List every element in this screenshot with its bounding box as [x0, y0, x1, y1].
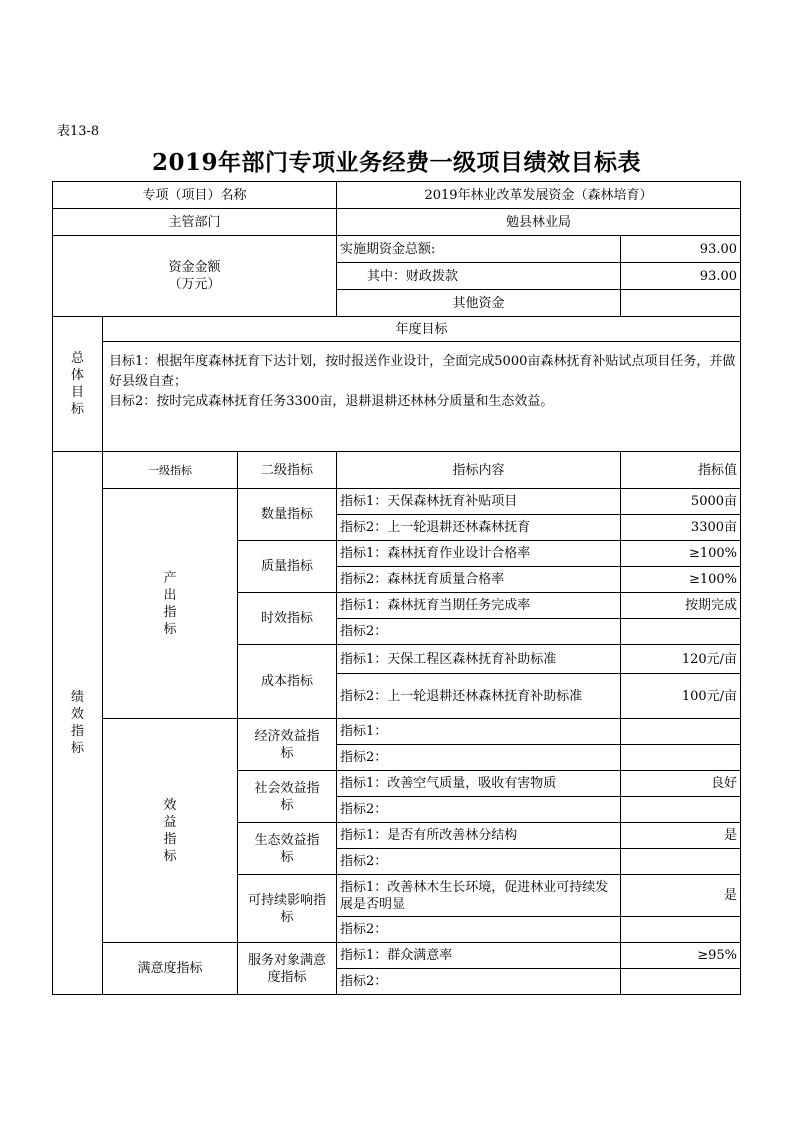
indicator-content: 指标2： [337, 619, 621, 645]
indicator-value: 120元/亩 [621, 645, 741, 674]
project-row [53, 182, 741, 209]
indicator-content: 指标1：群众满意率 [337, 943, 621, 969]
indicator-value: 100元/亩 [621, 674, 741, 719]
indicators-side-label: 绩效指标 [53, 452, 103, 995]
indicator-header-row [53, 452, 741, 489]
indicator-content: 指标2： [337, 917, 621, 943]
dept-row [53, 209, 741, 236]
indicator-value: 3300亩 [621, 515, 741, 541]
indicator-content: 指标2： [337, 745, 621, 771]
indicator-content: 指标1：森林抚育当期任务完成率 [337, 593, 621, 619]
indicator-value [621, 849, 741, 875]
indicator-value: ≥95% [621, 943, 741, 969]
indicator-content: 指标2：上一轮退耕还林森林抚育 [337, 515, 621, 541]
indicator-content: 指标1：改善空气质量，吸收有害物质 [337, 771, 621, 797]
indicator-content: 指标1： [337, 719, 621, 745]
service-label: 服务对象满意度指标 [238, 943, 337, 995]
table-code: 表13-8 [57, 124, 100, 139]
goal-1: 目标1：根据年度森林抚育下达计划，按时报送作业设计，全面完成5000亩森林抚育补贴试点项目任务，并做好县级自查； [109, 354, 736, 389]
indicator-value: ≥100% [621, 567, 741, 593]
indicator-content: 指标1：天保森林抚育补贴项目 [337, 489, 621, 515]
fund-label-cell [53, 236, 337, 317]
indicator-content: 指标2： [337, 849, 621, 875]
sustainable-label: 可持续影响指标 [238, 875, 337, 943]
cost-label: 成本指标 [238, 645, 337, 719]
annual-goal-text-row [53, 342, 741, 452]
quantity-label: 数量指标 [238, 489, 337, 541]
indicator-value: 是 [621, 823, 741, 849]
dept-value: 勉县林业局 [337, 209, 741, 236]
indicator-content: 指标2： [337, 797, 621, 823]
indicator-value [621, 797, 741, 823]
fiscal-label: 其中：财政拨款 [337, 263, 621, 290]
benefit-label: 效益指标 [103, 719, 238, 943]
col-level1: 一级指标 [103, 452, 238, 489]
dept-label: 主管部门 [53, 209, 337, 236]
economic-label: 经济效益指标 [238, 719, 337, 771]
indicator-content: 指标1：森林抚育作业设计合格率 [337, 541, 621, 567]
total-value: 93.00 [621, 236, 741, 263]
fund-unit: （万元） [168, 277, 221, 292]
table-row [53, 943, 741, 969]
fund-total-row [53, 236, 741, 263]
annual-goal-text [103, 342, 741, 452]
indicator-value: ≥100% [621, 541, 741, 567]
total-label: 实施期资金总额: [337, 236, 621, 263]
table-row [53, 489, 741, 515]
project-value: 2019年林业改革发展资金（森林培育） [337, 182, 741, 209]
page-title: 2019年部门专项业务经费一级项目绩效目标表 [151, 149, 641, 176]
fiscal-value: 93.00 [621, 263, 741, 290]
indicator-value: 5000亩 [621, 489, 741, 515]
col-content: 指标内容 [337, 452, 621, 489]
indicator-value: 是 [621, 875, 741, 917]
other-label: 其他资金 [337, 290, 621, 317]
timeliness-label: 时效指标 [238, 593, 337, 645]
goals-side-label: 总体目标 [53, 317, 103, 452]
indicator-content: 指标2：森林抚育质量合格率 [337, 567, 621, 593]
indicator-value [621, 619, 741, 645]
satisfaction-label: 满意度指标 [103, 943, 238, 995]
performance-table [52, 181, 741, 995]
indicator-content: 指标1：改善林木生长环境，促进林业可持续发展是否明显 [337, 875, 621, 917]
indicator-value: 良好 [621, 771, 741, 797]
ecological-label: 生态效益指标 [238, 823, 337, 875]
indicator-value [621, 917, 741, 943]
goal-2: 目标2：按时完成森林抚育任务3300亩，退耕退耕还林林分质量和生态效益。 [109, 394, 554, 409]
social-label: 社会效益指标 [238, 771, 337, 823]
indicator-content: 指标2：上一轮退耕还林森林抚育补助标准 [337, 674, 621, 719]
indicator-value [621, 719, 741, 745]
output-label: 产出指标 [103, 489, 238, 719]
indicator-value [621, 745, 741, 771]
indicator-content: 指标1：天保工程区森林抚育补助标准 [337, 645, 621, 674]
indicator-content: 指标1：是否有所改善林分结构 [337, 823, 621, 849]
fund-label: 资金金额 [168, 260, 221, 275]
quality-label: 质量指标 [238, 541, 337, 593]
other-value [621, 290, 741, 317]
project-label: 专项（项目）名称 [53, 182, 337, 209]
annual-goal-header-row [53, 317, 741, 342]
col-level2: 二级指标 [238, 452, 337, 489]
indicator-value [621, 969, 741, 995]
table-row [53, 719, 741, 745]
indicator-value: 按期完成 [621, 593, 741, 619]
annual-goal-label: 年度目标 [103, 317, 741, 342]
indicator-content: 指标2： [337, 969, 621, 995]
col-value: 指标值 [621, 452, 741, 489]
